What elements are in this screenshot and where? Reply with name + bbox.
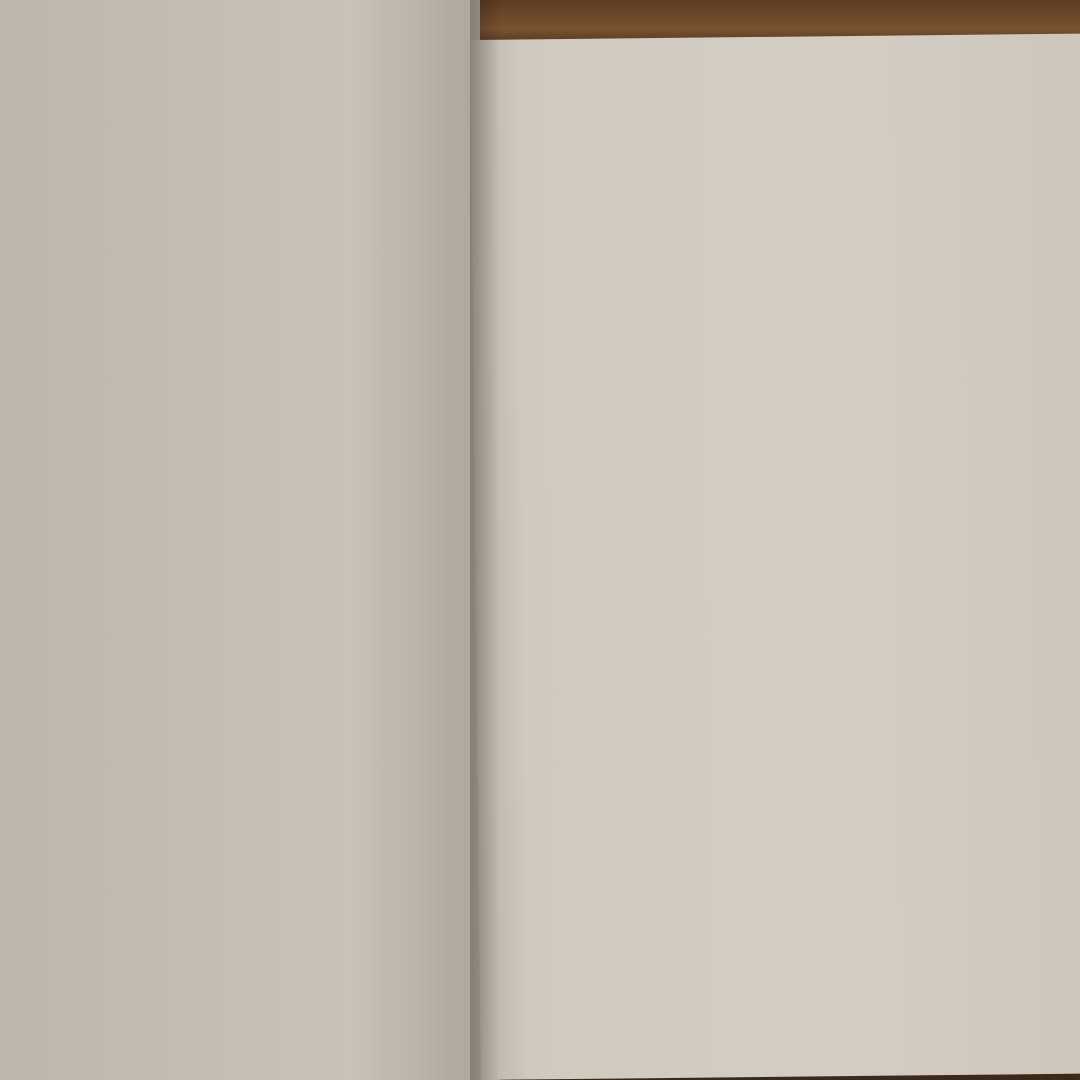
- formula-1: [516, 969, 527, 986]
- book-gutter: [470, 0, 500, 1080]
- left-page: [0, 0, 500, 1080]
- right-page: [470, 34, 1080, 1080]
- network-matrix: [491, 130, 966, 615]
- network-figure: [491, 130, 966, 620]
- right-page-body-text: [491, 672, 1080, 678]
